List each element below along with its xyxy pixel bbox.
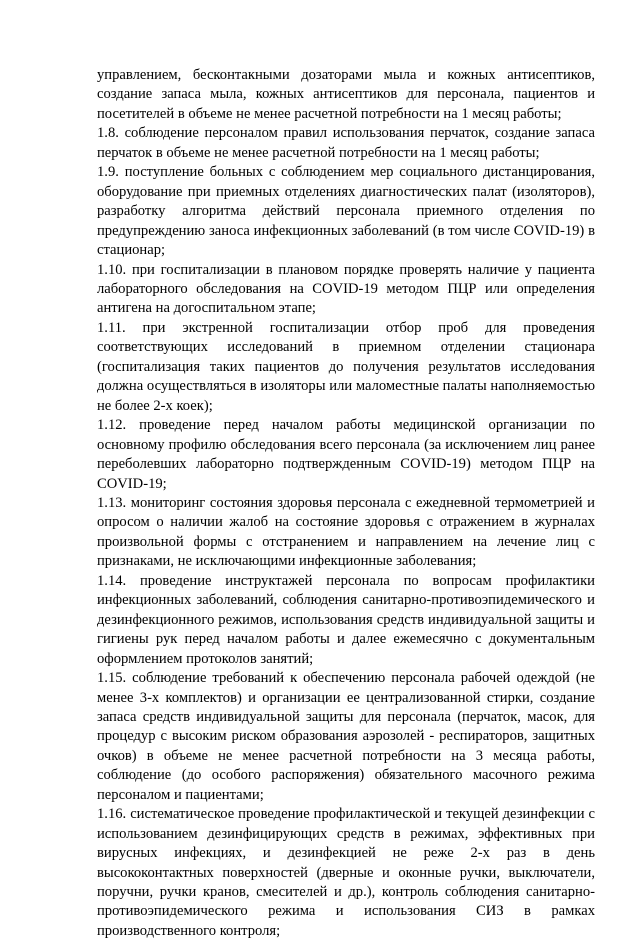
item-text: поступление больных с соблюдением мер социального дистанцирования, оборудование при приемных отделениях диагностических палат (изоляторов), разработку алгоритма действий персонала приемного отделения по предупреждению заноса инфекционных заболеваний (в том числе COVID-19) в стационар; [97,164,595,259]
document-page [97,66,595,941]
list-item-1-10 [97,261,595,319]
item-number: 1.8. [97,125,119,142]
list-item-1-11 [97,319,595,416]
list-item-1-14 [97,572,595,669]
list-item-1-8 [97,124,595,163]
list-item-1-13 [97,494,595,572]
item-number: 1.12. [97,417,127,434]
list-item-1-16 [97,805,595,941]
item-text: при госпитализации в плановом порядке проверять наличие у пациента лабораторного обследования на COVID-19 методом ПЦР или определения антигена на догоспитальном этапе; [97,261,595,317]
item-number: 1.16. [97,806,127,823]
list-item-1-15 [97,669,595,805]
item-number: 1.14. [97,572,127,589]
item-number: 1.10. [97,261,127,278]
item-text: соблюдение требований к обеспечению персонала рабочей одеждой (не менее 3-х комплектов) и организации ее централизованной стирки, создание запаса средств индивидуальной защиты для персонала (перчаток, масок, для процедур с высоким риском образования аэрозолей - респираторов, защитных очков) в объеме не менее расчетной потребности на 3 месяца работы, соблюдение (до особого распоряжения) обязательного масочного режима персоналом и пациентами; [97,670,595,803]
item-text: проведение инструктажей персонала по вопросам профилактики инфекционных заболеваний, соблюдения санитарно-противоэпидемического и дезинфекционного режимов, использования средств индивидуальной защиты и гигиены рук перед началом работы и далее ежемесячно с документальным оформлением протоколов занятий; [97,572,595,667]
list-item-1-12 [97,416,595,494]
list-item-1-9 [97,163,595,260]
item-text: при экстренной госпитализации отбор проб для проведения соответствующих исследований в приемном отделении стационара (госпитализация таких пациентов до получения результатов исследования должна осуществляться в изоляторы или маломестные палаты наполняемостью не более 2-х коек); [97,319,595,414]
item-number: 1.11. [97,319,126,336]
item-number: 1.13. [97,494,127,511]
item-number: 1.9. [97,164,119,181]
intro-text: управлением, бесконтакными дозаторами мыла и кожных антисептиков, создание запаса мыла, кожных антисептиков для персонала, пациентов и посетителей в объеме не менее расчетной потребности на 1 месяц работы; [97,67,595,122]
item-text: проведение перед началом работы медицинской организации по основному профилю обследования всего персонала (за исключением лиц ранее переболевших лабораторно подтвержденным COVID-19) методом ПЦР на COVID-19; [97,417,595,492]
item-text: мониторинг состояния здоровья персонала с ежедневной термометрией и опросом о наличии жалоб на состояние здоровья с отражением в журналах произвольной формы с отстранением и направлением на лечение лиц с признаками, не исключающими инфекционные заболевания; [97,494,595,570]
item-text: систематическое проведение профилактической и текущей дезинфекции с использованием дезинфицирующих средств в режимах, эффективных при вирусных инфекциях, и дезинфекцией не реже 2-х раз в день высококонтактных поверхностей (дверные и оконные ручки, выключатели, поручни, ручки кранов, смесителей и др.), контроль соблюдения санитарно-противоэпидемического режима и использования СИЗ в рамках производственного контроля; [97,806,596,939]
item-text: соблюдение персоналом правил использования перчаток, создание запаса перчаток в объеме не менее расчетной потребности на 1 месяц работы; [97,125,595,161]
item-number: 1.15. [97,670,127,687]
intro-paragraph [97,66,595,124]
